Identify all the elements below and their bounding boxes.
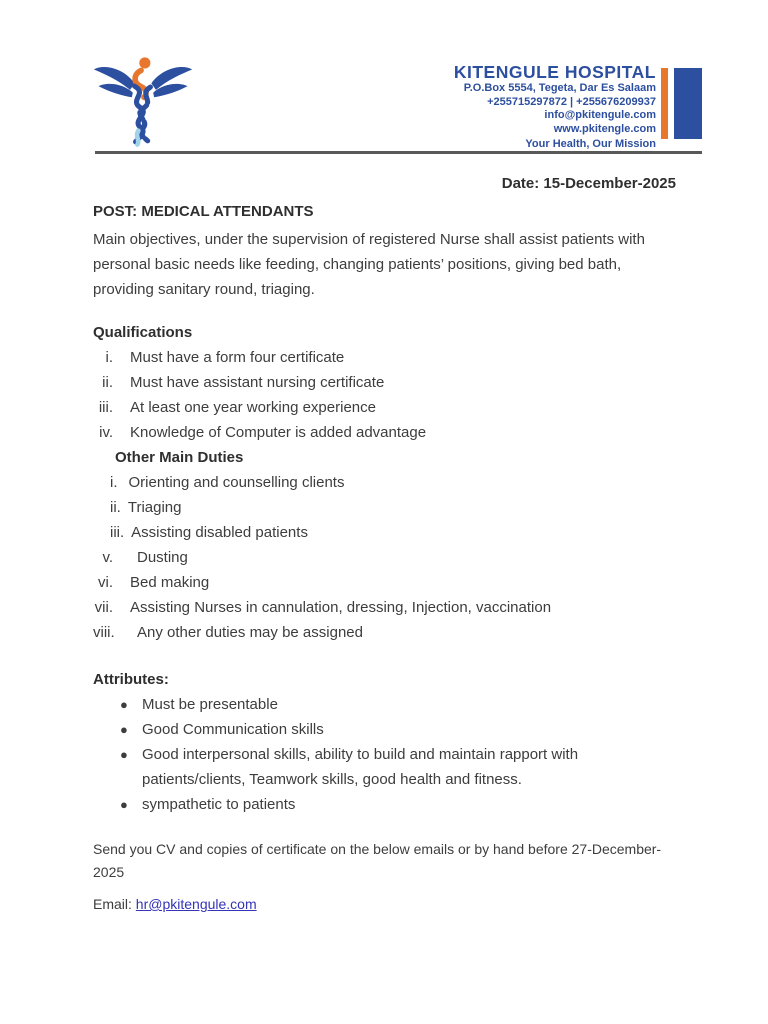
list-marker: v.	[102, 549, 113, 566]
email-line	[93, 893, 676, 916]
attributes-list	[93, 692, 676, 817]
list-item: ● Must be presentable	[93, 692, 676, 717]
list-item: ● Good Communication skills	[93, 717, 676, 742]
bullet-icon: ●	[120, 722, 128, 737]
list-item: i. Must have a form four certificate	[93, 345, 676, 370]
letterhead-contact-block	[454, 62, 656, 151]
list-item: ii. Must have assistant nursing certificate	[93, 370, 676, 395]
list-marker: ii.	[102, 374, 113, 391]
other-duties-heading: Other Main Duties	[115, 449, 244, 466]
list-item: v. Dusting	[93, 545, 676, 570]
qualifications-heading: Qualifications	[93, 324, 193, 341]
hr-email-link[interactable]: hr@pkitengule.com	[135, 896, 257, 912]
date-line: Date: 15-December-2025	[501, 175, 676, 192]
qualifications-list	[93, 345, 676, 445]
accent-stripe-blue	[674, 68, 702, 139]
hospital-address: P.O.Box 5554, Tegeta, Dar Es Salaam	[463, 82, 656, 94]
hospital-phones: +255715297872 | +255676209937	[487, 95, 656, 108]
list-marker: iv.	[99, 424, 113, 441]
list-item: iv. Knowledge of Computer is added advantage	[93, 420, 676, 445]
list-marker: iii.	[98, 399, 113, 416]
hospital-tagline: Your Health, Our Mission	[525, 138, 656, 150]
bullet-icon: ●	[120, 697, 128, 712]
hospital-logo-icon	[92, 54, 194, 148]
list-marker: viii.	[93, 624, 115, 641]
list-item: i. Orienting and counselling clients	[93, 470, 676, 495]
other-duties-list	[93, 470, 676, 645]
list-marker: i.	[105, 349, 113, 366]
list-item: vii. Assisting Nurses in cannulation, dressing, Injection, vaccination	[93, 595, 676, 620]
bullet-icon: ●	[120, 797, 128, 812]
list-marker: vi.	[98, 574, 113, 591]
hospital-email: info@pkitengule.com	[544, 109, 656, 121]
attributes-heading: Attributes:	[93, 671, 169, 688]
accent-stripe-orange	[661, 68, 668, 139]
list-item: ii. Triaging	[93, 495, 676, 520]
document-body	[0, 171, 768, 916]
list-marker: iii.	[110, 524, 125, 541]
intro-paragraph: Main objectives, under the supervision of registered Nurse shall assist patients with personal basic needs like feeding, changing patients’ positions, giving bed bath, providing sanitary round, triaging.	[93, 231, 645, 298]
list-item: iii. At least one year working experience	[93, 395, 676, 420]
bullet-icon: ●	[120, 747, 128, 762]
list-item: ● Good interpersonal skills, ability to build and maintain rapport with patients/clients, Teamwork skills, good health and fitness.	[93, 742, 676, 792]
list-marker: vii.	[94, 599, 113, 616]
letterhead	[0, 0, 768, 155]
list-item: ● sympathetic to patients	[93, 792, 676, 817]
list-item: vi. Bed making	[93, 570, 676, 595]
list-marker: ii.	[110, 499, 121, 516]
email-label: Email:	[93, 896, 132, 912]
closing-instructions: Send you CV and copies of certificate on the below emails or by hand before 27-December-2025	[93, 841, 662, 880]
hospital-website: www.pkitengle.com	[553, 122, 656, 135]
header-divider	[95, 151, 702, 154]
hospital-name: KITENGULE HOSPITAL	[453, 62, 656, 82]
list-item: iii. Assisting disabled patients	[93, 520, 676, 545]
list-item: viii. Any other duties may be assigned	[93, 620, 676, 645]
list-marker: i.	[110, 474, 118, 491]
post-title: POST: MEDICAL ATTENDANTS	[93, 203, 314, 220]
